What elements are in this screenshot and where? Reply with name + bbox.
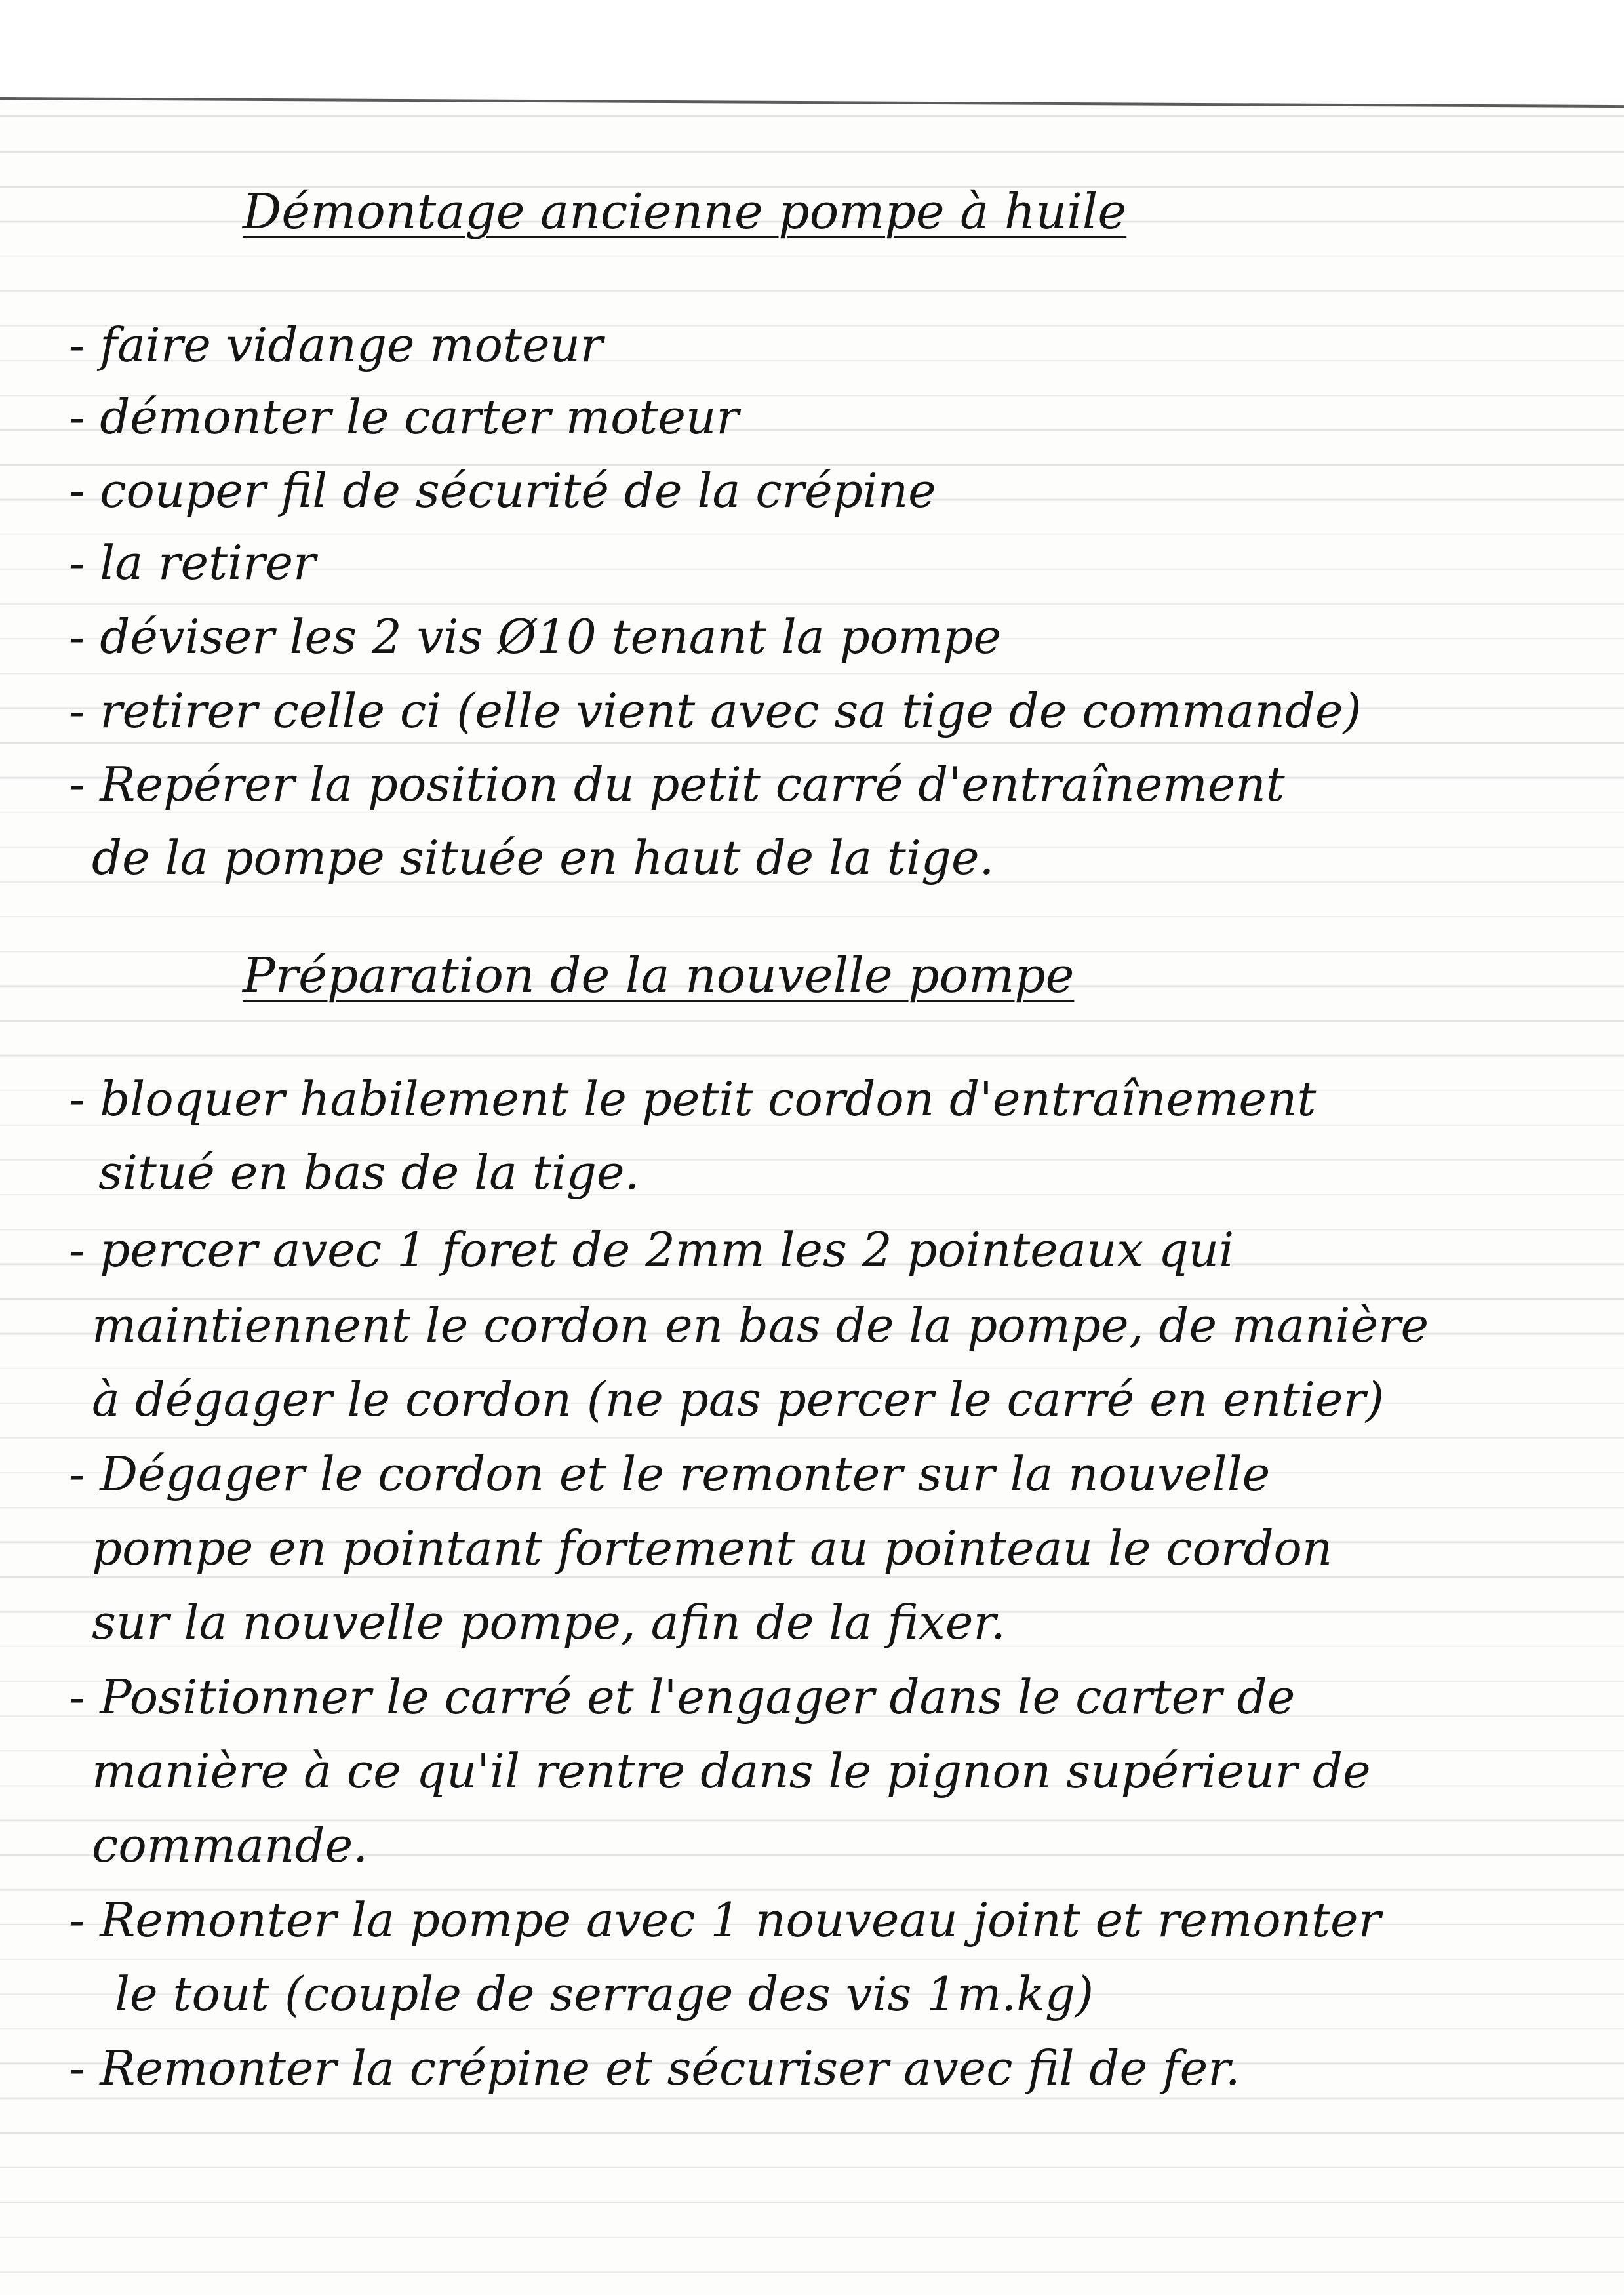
note-line: - la retirer: [69, 535, 316, 590]
note-line: - Repérer la position du petit carré d'entraînement: [69, 757, 1285, 812]
note-line: - Dégager le cordon et le remonter sur la nouvelle: [69, 1447, 1271, 1502]
section-2-title: Préparation de la nouvelle pompe: [243, 948, 1075, 1004]
note-line: - faire vidange moteur: [69, 317, 603, 372]
note-line: - bloquer habilement le petit cordon d'entraînement: [69, 1071, 1317, 1127]
note-line: - percer avec 1 foret de 2mm les 2 pointeaux qui: [69, 1222, 1235, 1277]
note-line: - déviser les 2 vis Ø10 tenant la pompe: [69, 609, 1001, 664]
note-line: pompe en pointant fortement au pointeau le cordon: [92, 1521, 1333, 1576]
note-line: situé en bas de la tige.: [98, 1145, 640, 1200]
note-line: - couper fil de sécurité de la crépine: [69, 463, 936, 518]
note-line: - démonter le carter moteur: [69, 389, 739, 445]
note-line: - Positionner le carré et l'engager dans le carter de: [69, 1669, 1296, 1725]
note-line: commande.: [92, 1818, 368, 1873]
note-line: sur la nouvelle pompe, afin de la fixer.: [92, 1595, 1006, 1650]
section-1-title: Démontage ancienne pompe à huile: [243, 184, 1127, 240]
note-line: - Remonter la pompe avec 1 nouveau joint et remonter: [69, 1892, 1381, 1947]
note-line: de la pompe située en haut de la tige.: [92, 830, 995, 885]
note-line: maintiennent le cordon en bas de la pompe, de manière: [92, 1298, 1429, 1353]
note-line: - Remonter la crépine et sécuriser avec fil de fer.: [69, 2041, 1240, 2096]
note-line: - retirer celle ci (elle vient avec sa tige de commande): [69, 683, 1362, 738]
note-line: le tout (couple de serrage des vis 1m.kg): [115, 1966, 1094, 2022]
note-line: manière à ce qu'il rentre dans le pignon supérieur de: [92, 1744, 1371, 1799]
note-line: à dégager le cordon (ne pas percer le carré en entier): [92, 1372, 1385, 1427]
